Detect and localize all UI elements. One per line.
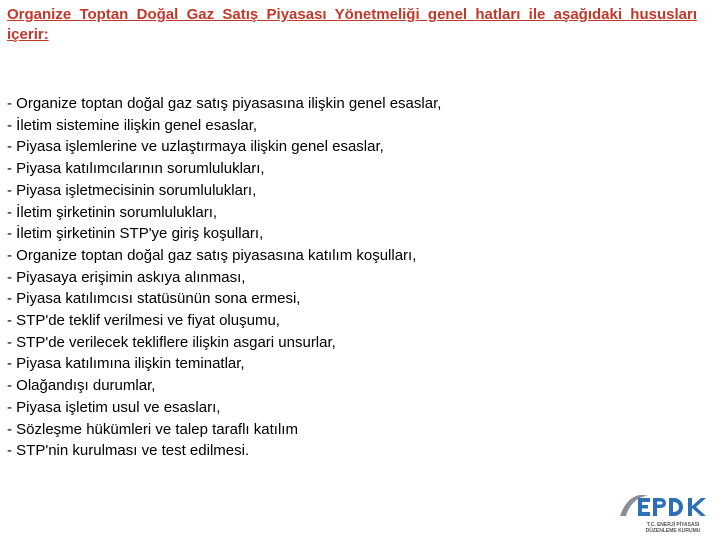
epdk-logo [618, 490, 710, 534]
list-item: - Piyasa katılımcısı statüsünün sona ermesi, [7, 290, 301, 308]
list-item: - Piyasa katılımcılarının sorumlulukları, [7, 160, 265, 178]
list-item: - Piyasa işletmecisinin sorumlulukları, [7, 181, 257, 199]
list-item: - Piyasaya erişimin askıya alınması, [7, 268, 246, 286]
list-item: - İletim şirketinin sorumlulukları, [7, 203, 218, 221]
list-item: - Organize toptan doğal gaz satış piyasasına katılım koşulları, [7, 246, 417, 264]
logo-subtitle: T.C. ENERJİ PİYASASI DÜZENLEME KURUMU [645, 522, 701, 534]
list-item: - STP'de teklif verilmesi ve fiyat oluşumu, [7, 312, 280, 330]
list-item: - Organize toptan doğal gaz satış piyasasına ilişkin genel esaslar, [7, 95, 442, 112]
list-item: - STP'nin kurulması ve test edilmesi. [7, 442, 250, 460]
list-item: - Piyasa işletim usul ve esasları, [7, 398, 221, 416]
list-item: - İletim şirketinin STP'ye giriş koşulları, [7, 225, 264, 243]
list-item: - Sözleşme hükümleri ve talep taraflı katılım [7, 420, 298, 438]
epdk-logo-mark-icon [618, 490, 710, 524]
list-item: - Piyasa işlemlerine ve uzlaştırmaya ilişkin genel esaslar, [7, 138, 384, 156]
bullet-list [7, 93, 441, 462]
list-item: - STP'de verilecek tekliflere ilişkin asgari unsurlar, [7, 333, 336, 351]
list-item: - Olağandışı durumlar, [7, 377, 156, 395]
slide-title: Organize Toptan Doğal Gaz Satış Piyasası Yönetmeliği genel hatları ile aşağıdaki hususları içerir: [7, 6, 697, 43]
list-item: - Piyasa katılımına ilişkin teminatlar, [7, 355, 245, 373]
list-item: - İletim sistemine ilişkin genel esaslar, [7, 116, 258, 134]
